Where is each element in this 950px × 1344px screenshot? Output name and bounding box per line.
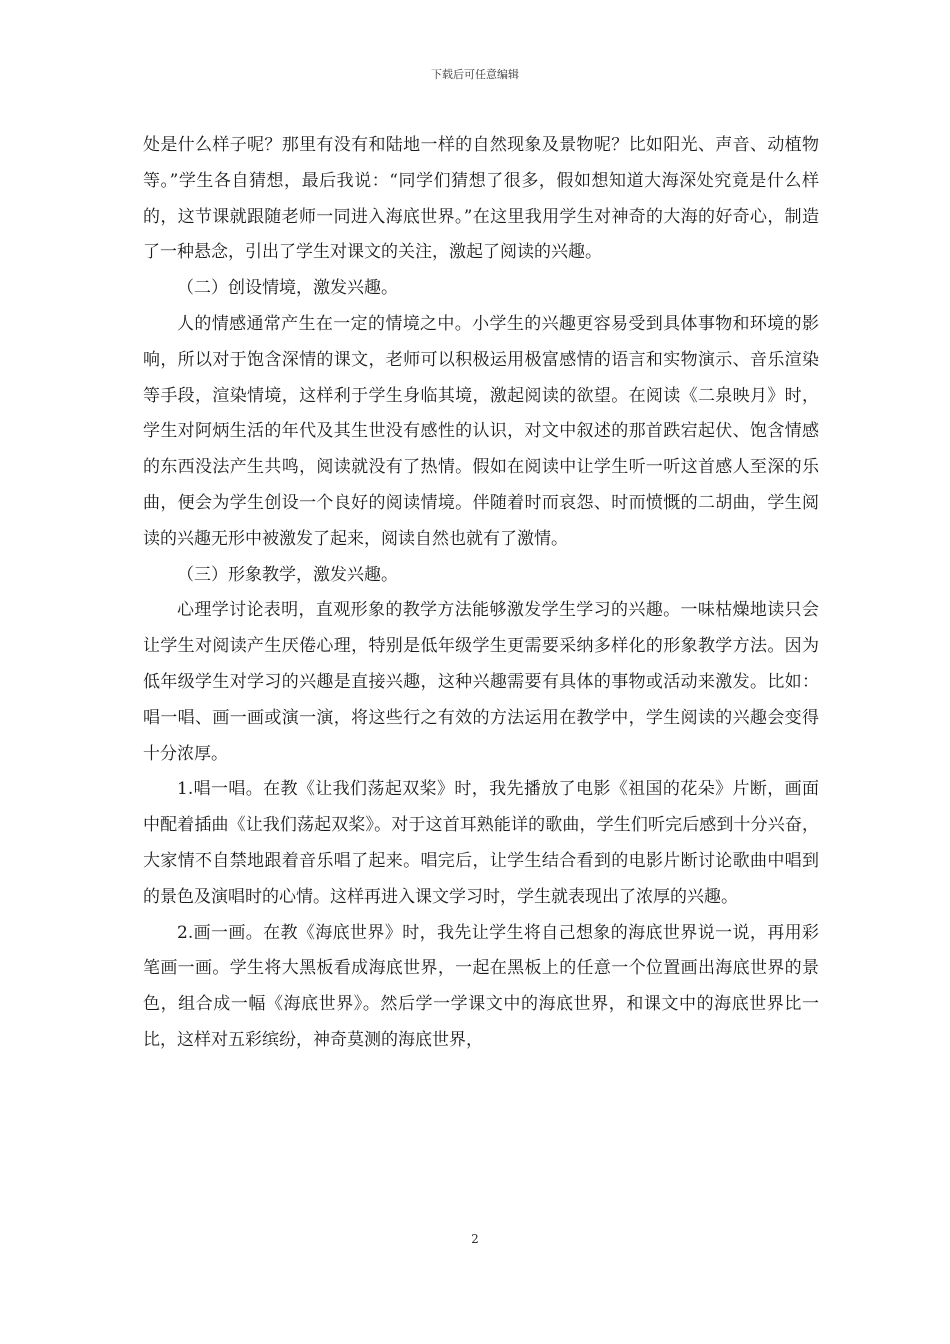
paragraph-visual-teaching: 心理学讨论表明，直观形象的教学方法能够激发学生学习的兴趣。一味枯燥地读只会让学生对阅读产生厌倦心理，特别是低年级学生更需要采纳多样化的形象教学方法。因为低年级学生对学习的兴趣是直接兴趣，这种兴趣需要有具体的事物或活动来激发。比如：唱一唱、画一画或演一演，将这些行之有效的方法运用在教学中，学生阅读的兴趣会变得十分浓厚。 — [143, 600, 819, 764]
page-header: 下载后可任意编辑 — [431, 68, 519, 81]
paragraph-continuation: 处是什么样子呢？那里有没有和陆地一样的自然现象及景物呢？比如阳光、声音、动植物等。”学生各自猜想，最后我说：“同学们猜想了很多，假如想知道大海深处究竟是什么样的，这节课就跟随老师一同进入海底世界。”在这里我用学生对神奇的大海的好奇心，制造了一种悬念，引出了学生对课文的关注，激起了阅读的兴趣。 — [143, 135, 819, 263]
paragraph-sing: 1.唱一唱。在教《让我们荡起双桨》时，我先播放了电影《祖国的花朵》片断，画面中配着插曲《让我们荡起双桨》。对于这首耳熟能详的歌曲，学生们听完后感到十分兴奋，大家情不自禁地跟着音乐唱了起来。唱完后，让学生结合看到的电影片断讨论歌曲中唱到的景色及演唱时的心情。这样再进入课文学习时，学生就表现出了浓厚的兴趣。 — [143, 779, 819, 907]
page-number: 2 — [471, 1232, 479, 1246]
document-body — [143, 128, 819, 1059]
paragraph-draw: 2.画一画。在教《海底世界》时，我先让学生将自己想象的海底世界说一说，再用彩笔画一画。学生将大黑板看成海底世界，一起在黑板上的任意一个位置画出海底世界的景色，组合成一幅《海底世界》。然后学一学课文中的海底世界，和课文中的海底世界比一比，这样对五彩缤纷，神奇莫测的海底世界， — [143, 922, 819, 1050]
paragraph-situation: 人的情感通常产生在一定的情境之中。小学生的兴趣更容易受到具体事物和环境的影响，所以对于饱含深情的课文，老师可以积极运用极富感情的语言和实物演示、音乐渲染等手段，渲染情境，这样利于学生身临其境，激起阅读的欲望。在阅读《二泉映月》时，学生对阿炳生活的年代及其生世没有感性的认识，对文中叙述的那首跌宕起伏、饱含情感的东西没法产生共鸣，阅读就没有了热情。假如在阅读中让学生听一听这首感人至深的乐曲，便会为学生创设一个良好的阅读情境。伴随着时而哀怨、时而愤慨的二胡曲，学生阅读的兴趣无形中被激发了起来，阅读自然也就有了激情。 — [143, 313, 819, 549]
section-heading-2: （二）创设情境，激发兴趣。 — [177, 278, 398, 299]
section-heading-3: （三）形象教学，激发兴趣。 — [177, 564, 398, 585]
